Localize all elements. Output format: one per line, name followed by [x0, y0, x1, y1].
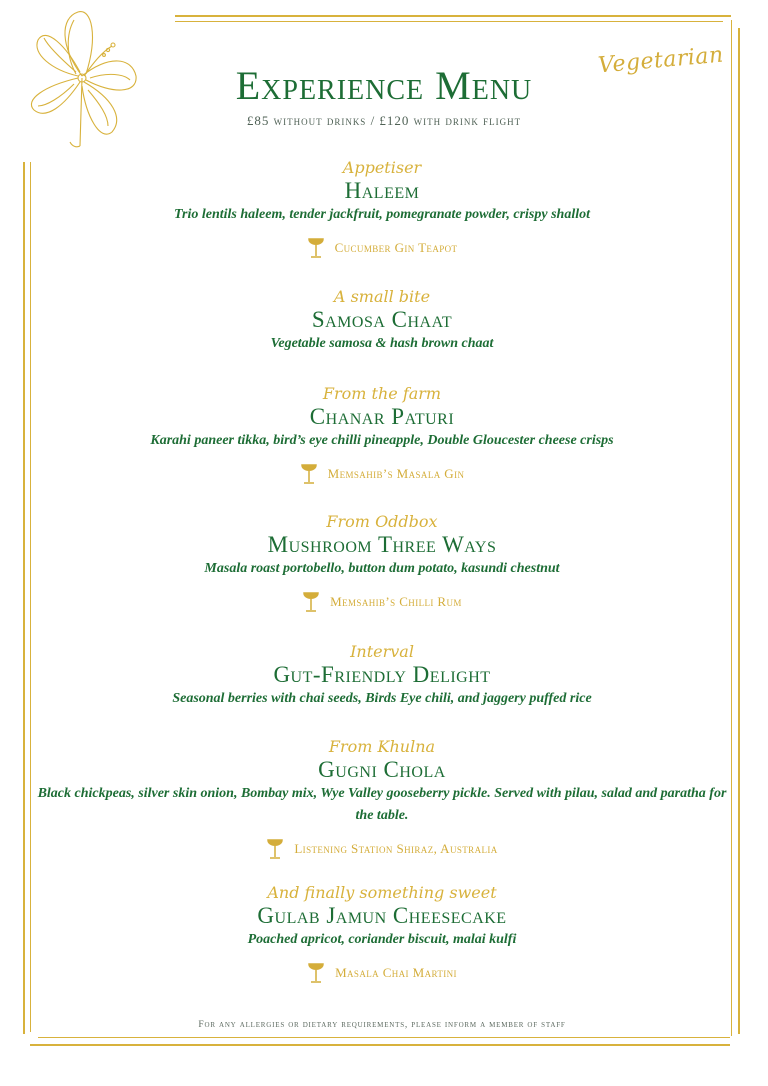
- course-appetiser: [30, 158, 734, 260]
- drink-name: Cucumber Gin Teapot: [334, 240, 458, 255]
- dish-name: Gut-Friendly Delight: [273, 662, 491, 687]
- dish-description: Poached apricot, coriander biscuit, malai kulfi: [247, 932, 517, 947]
- drink-pairing: [30, 236, 734, 260]
- dish-name: Mushroom Three Ways: [267, 532, 497, 557]
- frame-top-inner: [175, 21, 723, 22]
- course-kicker: And finally something sweet: [267, 883, 497, 902]
- drink-pairing: [30, 961, 734, 985]
- dish-description: Seasonal berries with chai seeds, Birds Eye chili, and jaggery puffed rice: [172, 691, 592, 706]
- course-kicker: Appetiser: [342, 158, 422, 177]
- course-small-bite: [30, 287, 734, 355]
- drink-pairing: [30, 462, 734, 486]
- cocktail-glass-icon: [307, 961, 325, 985]
- course-kicker: From Khulna: [328, 737, 436, 756]
- dish-name: Gugni Chola: [318, 757, 446, 782]
- allergy-notice: For any allergies or dietary requirements, please inform a member of staff: [198, 1020, 566, 1030]
- course-from-oddbox: [30, 512, 734, 614]
- cocktail-glass-icon: [266, 837, 284, 861]
- dish-name: Haleem: [344, 178, 420, 203]
- cocktail-glass-icon: [302, 590, 320, 614]
- menu-price-subtitle: £85 without drinks / £120 with drink flight: [246, 113, 522, 128]
- drink-name: Memsahib’s Masala Gin: [327, 466, 465, 481]
- course-kicker: A small bite: [333, 287, 431, 306]
- dish-name: Gulab Jamun Cheesecake: [257, 903, 507, 928]
- frame-right-outer: [738, 28, 740, 1034]
- course-kicker: From Oddbox: [326, 512, 438, 531]
- drink-pairing: [30, 837, 734, 861]
- drink-name: Memsahib’s Chilli Rum: [330, 594, 462, 609]
- frame-top-outer: [175, 15, 731, 17]
- dish-name: Samosa Chaat: [311, 307, 453, 332]
- cocktail-glass-icon: [307, 236, 325, 260]
- hibiscus-flower-icon: [20, 6, 150, 151]
- frame-bottom-outer: [30, 1044, 730, 1046]
- dish-description: Karahi paneer tikka, bird’s eye chilli pineapple, Double Gloucester cheese crisps: [150, 433, 614, 448]
- course-interval: [30, 642, 734, 710]
- course-from-khulna: [30, 737, 734, 861]
- drink-pairing: [30, 590, 734, 614]
- course-dessert: [30, 883, 734, 985]
- course-kicker: Interval: [350, 642, 414, 661]
- dish-description: Vegetable samosa & hash brown chaat: [270, 336, 494, 351]
- course-kicker: From the farm: [322, 384, 442, 403]
- vegetarian-badge: Vegetarian: [597, 42, 725, 79]
- cocktail-glass-icon: [300, 462, 318, 486]
- menu-title: Experience Menu: [235, 63, 533, 108]
- dish-description: Trio lentils haleem, tender jackfruit, pomegranate powder, crispy shallot: [174, 207, 590, 222]
- drink-name: Masala Chai Martini: [335, 965, 457, 980]
- dish-description: Masala roast portobello, button dum potato, kasundi chestnut: [204, 561, 560, 576]
- drink-name: Listening Station Shiraz, Australia: [294, 841, 498, 856]
- dish-description: Black chickpeas, silver skin onion, Bombay mix, Wye Valley gooseberry pickle. Served with pilau, salad and paratha for the table.: [37, 786, 727, 823]
- dish-name: Chanar Paturi: [309, 404, 455, 429]
- course-from-the-farm: [30, 384, 734, 486]
- frame-bottom-inner: [38, 1037, 730, 1038]
- frame-left-outer: [23, 162, 25, 1034]
